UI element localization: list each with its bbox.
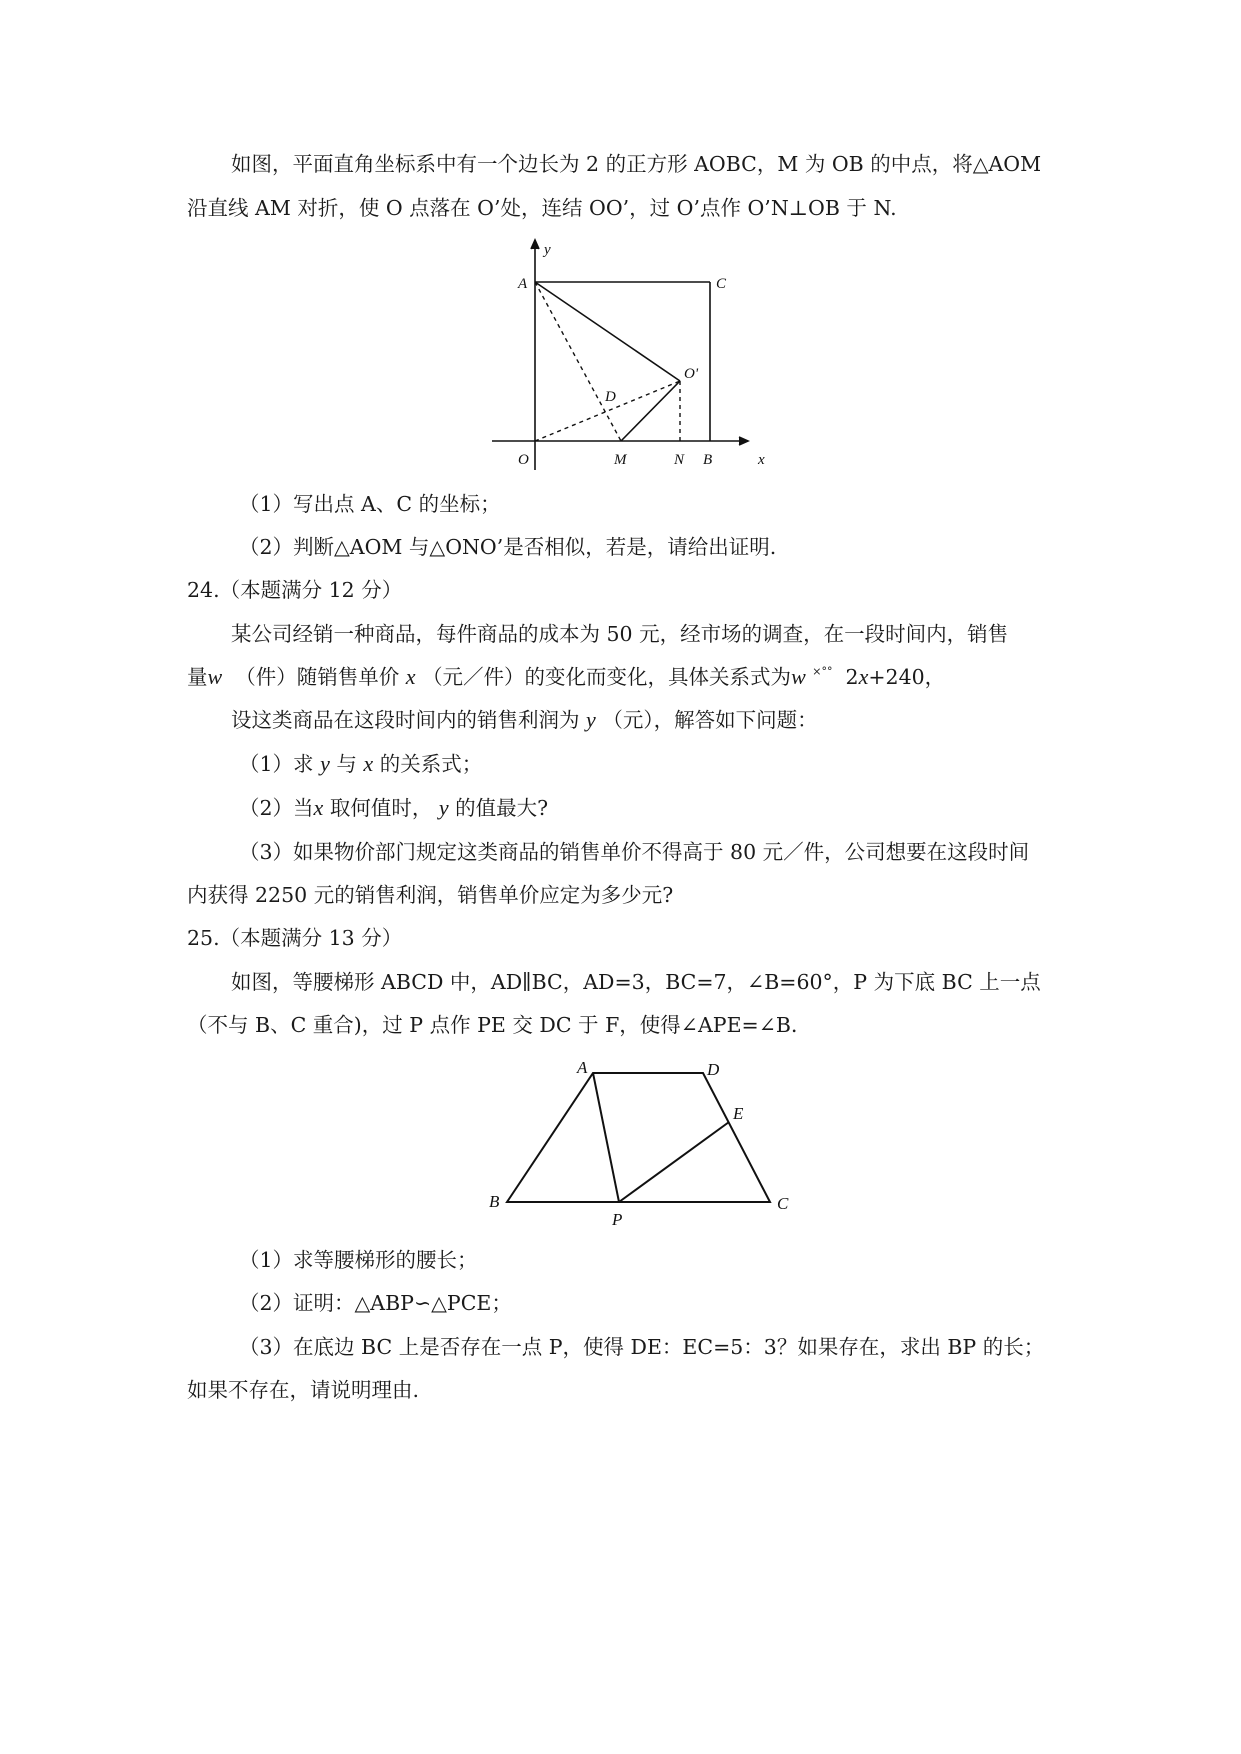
segment-AM-dashed [535,282,621,441]
label-M: M [614,452,627,468]
q24-p2-c: 的值最大? [455,796,549,820]
q25-part-3-line-2: 如果不存在，请说明理由. [187,1378,420,1402]
q24-line-1: 某公司经销一种商品，每件商品的成本为 50 元，经市场的调查，在一段时间内，销售 [231,622,1009,646]
q25-line-2: （不与 B、C 重合)，过 P 点作 PE 交 DC 于 F，使得∠APE=∠B． [187,1013,812,1037]
q24-l3-a: 设这类商品在这段时间内的销售利润为 [231,708,580,732]
q24-line-3 [231,708,818,732]
q23-coordinate-figure [490,238,790,478]
q25-line-1: 如图，等腰梯形 ABCD 中，AD∥BC，AD=3，BC=7，∠B=60°，P 为下底 BC 上一点 [231,970,1041,994]
q24-p1-c: 的关系式； [379,752,483,776]
var-w: w [207,664,223,689]
label-P: P [612,1210,623,1229]
q24-l2-b: （件）随销售单价 [235,665,400,689]
var-x: x [313,795,324,820]
label-E: E [733,1104,744,1123]
segment-AP [593,1073,619,1202]
q24-p1-a: （1）求 [239,752,314,776]
q24-part-3-line-1: （3）如果物价部门规定这类商品的销售单价不得高于 80 元／件，公司想要在这段时间 [239,840,1030,864]
var-y: y [438,795,449,820]
q25-part-1: （1）求等腰梯形的腰长； [239,1248,478,1272]
var-w-2: w [791,664,806,689]
label-C: C [777,1194,789,1213]
q24-l2-e: +240， [868,665,946,689]
q23-part-2: （2）判断△AOM 与△ONO’是否相似，若是，请给出证明. [239,535,777,559]
q23-part-1: （1）写出点 A、C 的坐标； [239,492,501,516]
segment-O-prime-M [621,381,680,441]
q24-l2-c: （元／件）的变化而变化，具体关系式为 [422,665,792,689]
q24-part-1 [239,752,482,776]
var-x-2: x [858,664,869,689]
var-y: y [320,751,330,776]
segment-AO-prime [535,282,680,381]
label-C: C [716,276,727,292]
q25-header: 25.（本题满分 13 分） [187,926,403,950]
q24-part-3-line-2: 内获得 2250 元的销售利润，销售单价应定为多少元? [187,883,674,907]
q25-trapezoid-figure [485,1055,805,1230]
var-y: y [586,707,596,732]
label-O: O [518,452,529,468]
q24-part-2 [239,796,548,820]
segment-PE [619,1122,729,1202]
label-x: x [758,452,765,468]
label-A: A [518,276,528,292]
q24-p1-b: 与 [336,752,357,776]
q24-l2-a: 量 [187,665,208,689]
q25-part-2: （2）证明：△ABP∽△PCE； [239,1291,512,1315]
label-N: N [674,452,685,468]
trapezoid-ABCD [507,1073,770,1202]
var-x: x [363,751,374,776]
q24-l3-b: （元），解答如下问题： [602,708,818,732]
q23-stem-line-2: 沿直线 AM 对折，使 O 点落在 O’处，连结 OO’，过 O’点作 O’N⊥OB 于 N. [187,196,897,220]
q25-part-3-line-1: （3）在底边 BC 上是否存在一点 P，使得 DE：EC=5：3？如果存在，求出 BP 的长； [239,1335,1045,1359]
q24-p2-b: 取何值时， [329,796,433,820]
garbled-symbol: ×°° [812,665,833,678]
label-D: D [707,1060,720,1079]
label-A: A [577,1058,588,1077]
label-B: B [489,1192,500,1211]
label-B: B [703,452,713,468]
x-axis-arrow [739,437,748,445]
q24-p2-a: （2）当 [239,796,314,820]
var-x: x [405,664,416,689]
y-axis-arrow [531,240,539,249]
label-y: y [544,242,551,258]
q24-l2-d: 2 [839,665,859,689]
label-O-prime: O' [684,366,699,382]
q23-stem-line-1: 如图，平面直角坐标系中有一个边长为 2 的正方形 AOBC，M 为 OB 的中点，将△AOM [231,152,1042,176]
q24-header: 24.（本题满分 12 分） [187,578,403,602]
q24-line-2 [187,665,945,693]
label-D: D [605,389,616,405]
